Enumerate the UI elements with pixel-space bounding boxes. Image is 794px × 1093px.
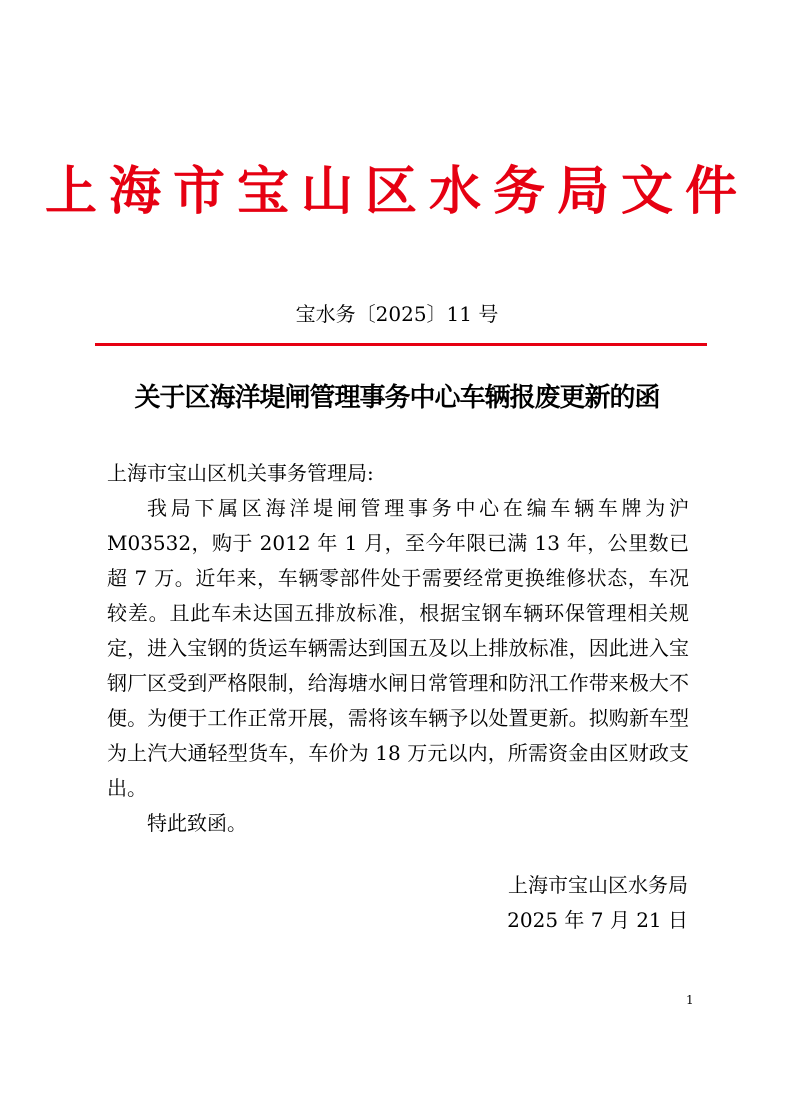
header-divider xyxy=(95,343,707,346)
page-number: 1 xyxy=(686,993,694,1007)
letter-body xyxy=(107,456,689,841)
main-paragraph: 我局下属区海洋堤闸管理事务中心在编车辆车牌为沪M03532，购于 2012 年 1 月，至今年限已满 13 年，公里数已超 7 万。近年来，车辆零部件处于需要经常更换维修状态，车况较差。且此车未达国五排放标准，根据宝钢车辆环保管理相关规定，进入宝钢的货运车辆需达到国五及以上排放标准，因此进入宝钢厂区受到严格限制，给海塘水闸日常管理和防汛工作带来极大不便。为便于工作正常开展，需将该车辆予以处置更新。拟购新车型为上汽大通轻型货车，车价为 18 万元以内，所需资金由区财政支出。 xyxy=(107,496,689,800)
closing-line: 特此致函。 xyxy=(147,811,247,835)
recipient-line: 上海市宝山区机关事务管理局: xyxy=(107,461,374,485)
signature-block xyxy=(507,868,688,938)
document-number: 宝水务〔2025〕11 号 xyxy=(295,302,499,326)
document-header-title: 上海市宝山区水务局文件 xyxy=(44,161,749,222)
issuer-name: 上海市宝山区水务局 xyxy=(508,873,688,897)
subject-title: 关于区海洋堤闸管理事务中心车辆报废更新的函 xyxy=(134,383,660,413)
issue-date: 2025 年 7 月 21 日 xyxy=(507,908,688,932)
